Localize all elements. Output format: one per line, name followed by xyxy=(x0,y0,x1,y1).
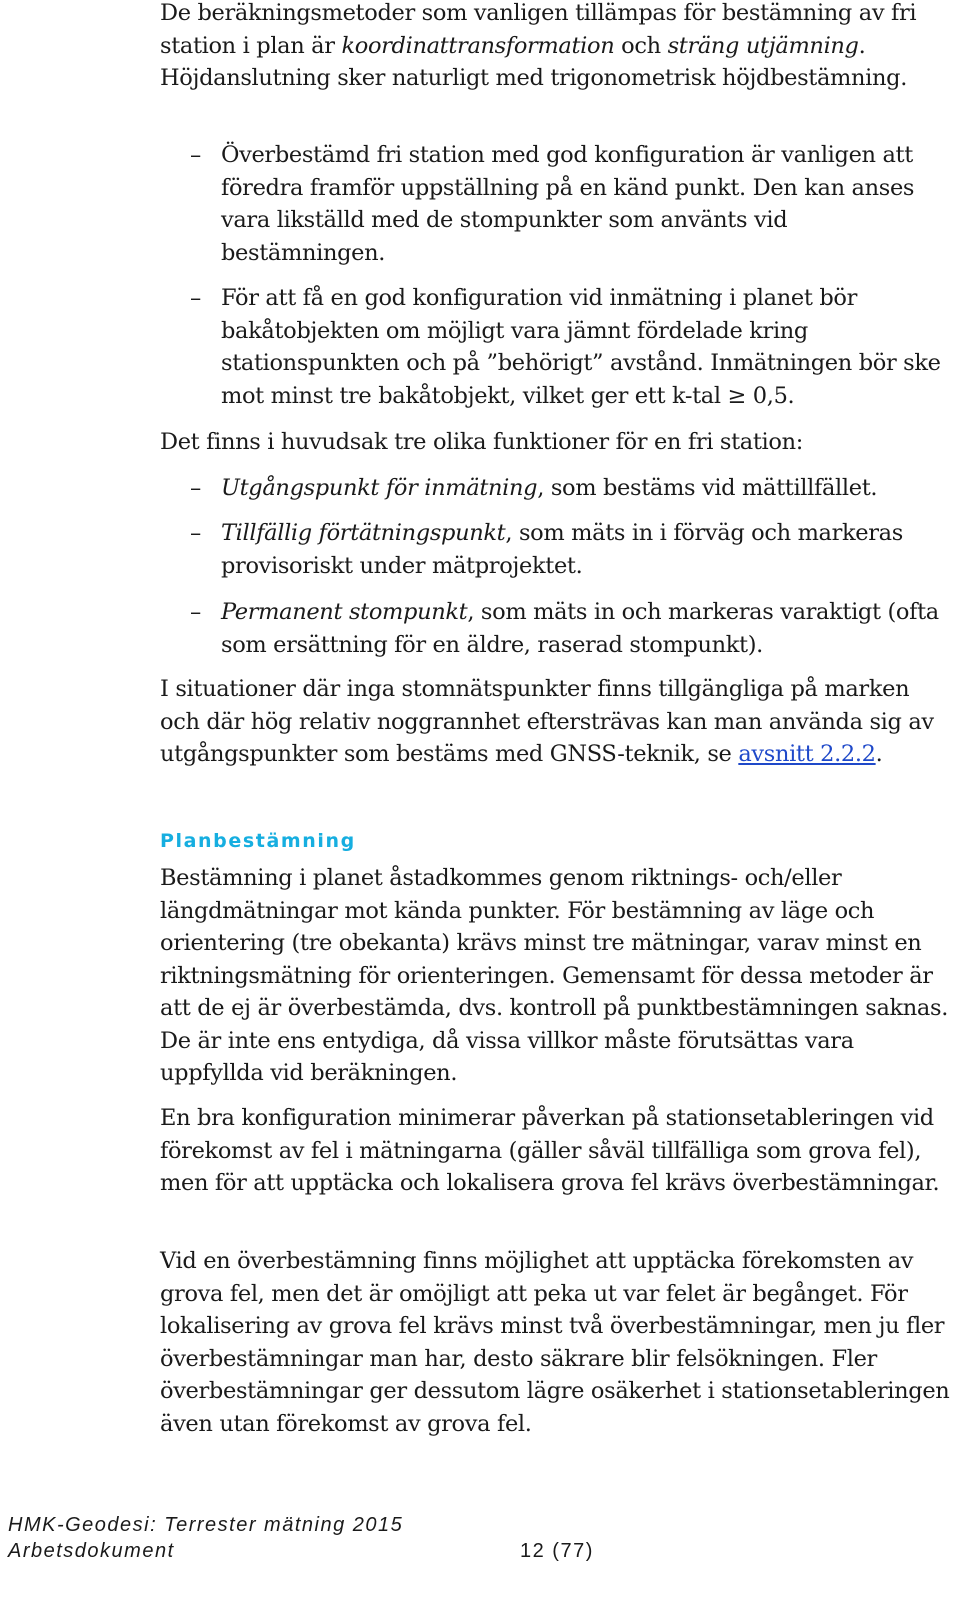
list-item-term: Tillfällig förtätningspunkt xyxy=(221,520,506,546)
paragraph-gnss-situations xyxy=(160,673,950,771)
list-item xyxy=(160,472,950,505)
text-span: , som mäts in i förväg och markeras provisoriskt under mätprojektet. xyxy=(221,520,903,579)
list-item-term: Permanent stompunkt xyxy=(221,599,468,625)
list-item-text: Överbestämd fri station med god konfiguration är vanligen att föredra framför uppställning på en känd punkt. Den kan anses vara likställd med de stompunkter som använts vid bestämningen. xyxy=(221,142,915,266)
text-span: , som mäts in och markeras varaktigt (ofta som ersättning för en äldre, raserad stompunkt). xyxy=(221,599,939,658)
list-item-text xyxy=(221,517,950,582)
list-item xyxy=(160,596,950,661)
paragraph-functions-intro: Det finns i huvudsak tre olika funktioner för en fri station: xyxy=(160,429,803,455)
term-coordinate-transformation: koordinattransformation xyxy=(341,32,615,59)
term-strict-adjustment: sträng utjämning xyxy=(667,32,859,59)
list-item-text xyxy=(221,472,950,505)
dash-bullet: – xyxy=(190,285,201,311)
dash-bullet: – xyxy=(190,599,201,625)
text-span: De beräkningsmetoder som vanligen tillämpas för bestämning av fri station i plan är xyxy=(160,0,917,59)
section-heading: Planbestämning xyxy=(160,830,356,852)
footer-title: HMK-Geodesi: Terrester mätning 2015 xyxy=(8,1514,404,1536)
dash-bullet: – xyxy=(190,142,201,168)
text-span: och xyxy=(614,32,668,59)
paragraph-calculation-methods xyxy=(160,0,950,95)
text-span: I situationer där inga stomnätspunkter finns tillgängliga på marken och där hög relativ noggrannhet eftersträvas kan man använda sig av utgångspunkter som bestäms med GNSS-teknik, se xyxy=(160,676,934,767)
dash-bullet: – xyxy=(190,520,201,546)
list-item-text: För att få en god konfiguration vid inmätning i planet bör bakåtobjekten om möjligt vara jämnt fördelade kring stationspunkten och på ”behörigt” avstånd. Inmätningen bör ske mot minst tre bakåtobjekt, vilket ger ett k-tal ≥ 0,5. xyxy=(221,285,941,409)
dash-bullet: – xyxy=(190,475,201,501)
list-item-text xyxy=(221,596,950,661)
page-number: 12 (77) xyxy=(520,1540,594,1562)
list-item xyxy=(160,517,950,582)
text-span: , som bestäms vid mättillfället. xyxy=(537,475,878,501)
text-span: . xyxy=(875,741,883,767)
paragraph-plane-determination: Bestämning i planet åstadkommes genom riktnings- och/eller längdmätningar mot kända punkter. För bestämning av läge och orientering (tre obekanta) krävs minst tre mätningar, varav minst en riktningsmätning för orienteringen. Gemensamt för dessa metoder är att de ej är överbestämda, dvs. kontroll på punktbestämningen saknas. De är inte ens entydiga, då vissa villkor måste förutsättas vara uppfyllda vid beräkningen. xyxy=(160,865,948,1086)
list-item-term: Utgångspunkt för inmätning xyxy=(221,475,538,501)
section-link[interactable]: avsnitt 2.2.2 xyxy=(738,741,876,767)
paragraph-overdetermination: Vid en överbestämning finns möjlighet att upptäcka förekomsten av grova fel, men det är omöjligt att peka ut var felet är begånget. För lokalisering av grova fel krävs minst två överbestämningar, men ju fler överbestämningar man har, desto säkrare blir felsökningen. Fler överbestämningar ger dessutom lägre osäkerhet i stationsetableringen även utan förekomst av grova fel. xyxy=(160,1248,950,1437)
paragraph-configuration: En bra konfiguration minimerar påverkan på stationsetableringen vid förekomst av fel i mätningarna (gäller såväl tillfälliga som grova fel), men för att upptäcka och lokalisera grova fel krävs överbestämningar. xyxy=(160,1105,940,1196)
list-item xyxy=(160,282,950,412)
list-item xyxy=(160,139,950,269)
text-span: . Höjdanslutning sker naturligt med trigonometrisk höjdbestämning. xyxy=(160,32,908,91)
footer-document-type: Arbetsdokument xyxy=(8,1540,175,1562)
